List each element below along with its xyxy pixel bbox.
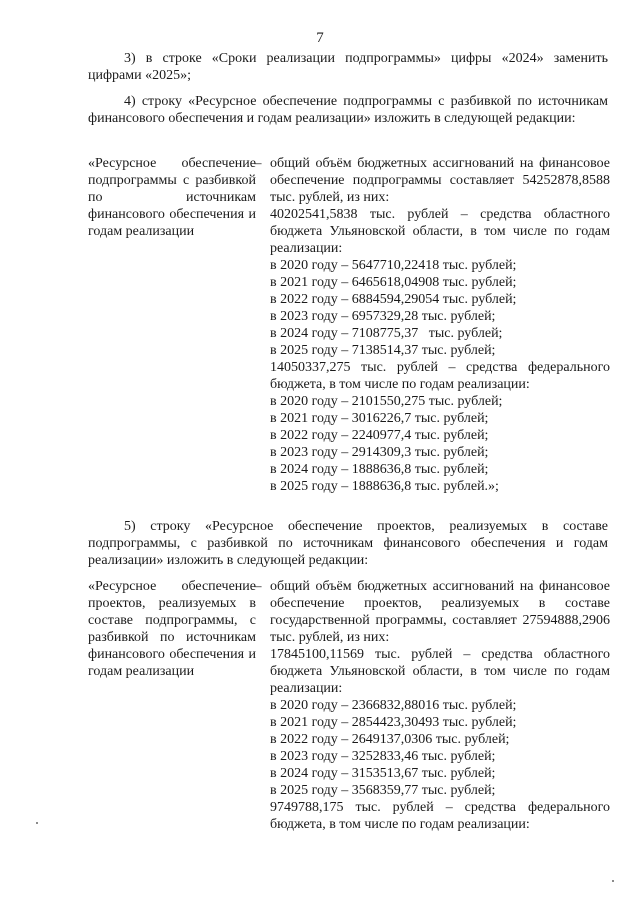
- year-line: в 2021 году – 3016226,7 тыс. рублей;: [270, 411, 489, 426]
- year-line: в 2020 году – 2366832,88016 тыс. рублей;: [270, 698, 517, 713]
- year-line: в 2023 году – 3252833,46 тыс. рублей;: [270, 749, 496, 764]
- row-value: [270, 155, 610, 495]
- resource-row-projects: [88, 578, 610, 848]
- year-line: в 2022 году – 2649137,0306 тыс. рублей;: [270, 732, 510, 747]
- row-dash: –: [254, 156, 262, 171]
- year-line: в 2024 году – 7108775,37 тыс. рублей;: [270, 326, 503, 341]
- year-line: в 2025 году – 1888636,8 тыс. рублей.»;: [270, 479, 499, 494]
- item-5-paragraph: 5) строку «Ресурсное обеспечение проектов, реализуемых в составе подпрограммы, с разбивкой по источникам финансового обеспечения и годам реализации» изложить в следующей редакции:: [88, 519, 608, 568]
- resource-row-subprogram: [88, 155, 610, 500]
- item-3-paragraph: 3) в строке «Сроки реализации подпрограммы» цифры «2024» заменить цифрами «2025»;: [88, 51, 608, 83]
- year-line: в 2021 году – 6465618,04908 тыс. рублей;: [270, 275, 517, 290]
- year-line: в 2025 году – 3568359,77 тыс. рублей;: [270, 783, 496, 798]
- year-line: в 2020 году – 5647710,22418 тыс. рублей;: [270, 258, 517, 273]
- year-line: в 2021 году – 2854423,30493 тыс. рублей;: [270, 715, 517, 730]
- year-line: в 2020 году – 2101550,275 тыс. рублей;: [270, 394, 503, 409]
- item-4-paragraph: 4) строку «Ресурсное обеспечение подпрограммы с разбивкой по источникам финансового обеспечения и годам реализации» изложить в следующей редакции:: [88, 94, 608, 126]
- year-line: в 2022 году – 6884594,29054 тыс. рублей;: [270, 292, 517, 307]
- year-line: в 2023 году – 6957329,28 тыс. рублей;: [270, 309, 496, 324]
- federal-budget-line: 9749788,175 тыс. рублей – средства федерального бюджета, в том числе по годам реализации:: [270, 800, 610, 832]
- total-line: общий объём бюджетных ассигнований на финансовое обеспечение проектов, реализуемых в составе государственной программы, составляет 27594888,2906 тыс. рублей, из них:: [270, 579, 610, 645]
- scan-speck: [36, 822, 38, 824]
- regional-budget-line: 17845100,11569 тыс. рублей – средства областного бюджета Ульяновской области, в том числе по годам реализации:: [270, 647, 610, 696]
- page-number: 7: [316, 30, 324, 46]
- total-line: общий объём бюджетных ассигнований на финансовое обеспечение подпрограммы составляет 54252878,8588 тыс. рублей, из них:: [270, 156, 610, 205]
- year-line: в 2024 году – 3153513,67 тыс. рублей;: [270, 766, 496, 781]
- row-value: [270, 578, 610, 833]
- scan-speck: [612, 880, 614, 882]
- year-line: в 2023 году – 2914309,3 тыс. рублей;: [270, 445, 489, 460]
- year-line: в 2025 году – 7138514,37 тыс. рублей;: [270, 343, 496, 358]
- federal-budget-line: 14050337,275 тыс. рублей – средства федерального бюджета, в том числе по годам реализации:: [270, 360, 610, 392]
- regional-budget-line: 40202541,5838 тыс. рублей – средства областного бюджета Ульяновской области, в том числе по годам реализации:: [270, 207, 610, 256]
- year-line: в 2024 году – 1888636,8 тыс. рублей;: [270, 462, 489, 477]
- row-label: «Ресурсное обеспечение проектов, реализуемых в составе подпрограммы, с разбивкой по источникам финансового обеспечения и годам реализации: [88, 579, 256, 679]
- row-dash: –: [254, 579, 262, 594]
- row-label: «Ресурсное обеспечение подпрограммы с разбивкой по источникам финансового обеспечения и годам реализации: [88, 156, 256, 239]
- year-line: в 2022 году – 2240977,4 тыс. рублей;: [270, 428, 489, 443]
